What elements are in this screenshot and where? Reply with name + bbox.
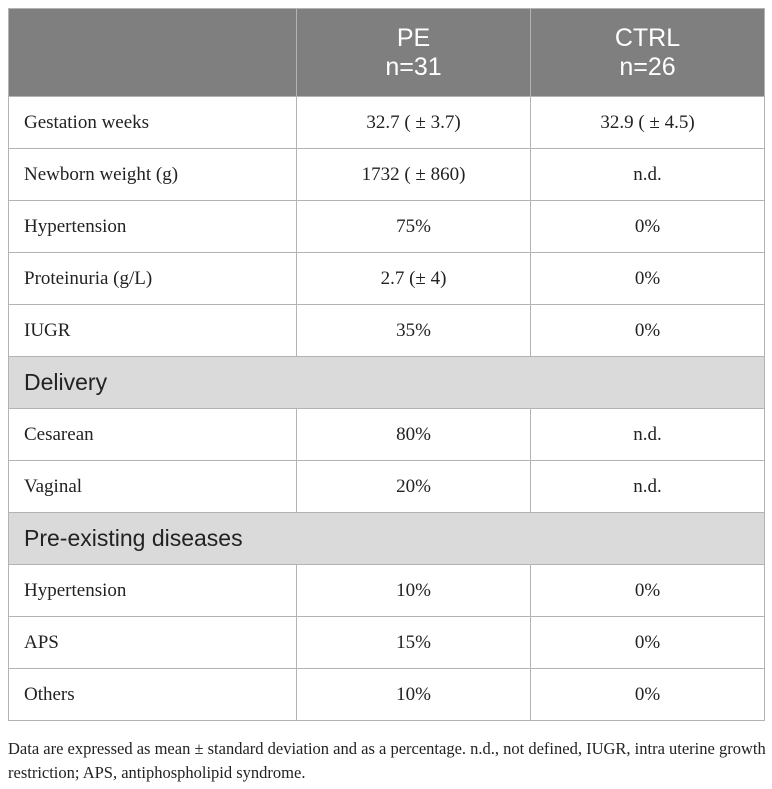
pe-value: 2.7 (± 4) [297, 253, 531, 305]
row-label: Gestation weeks [9, 97, 297, 149]
pe-value: 10% [297, 565, 531, 617]
table-row [9, 201, 765, 253]
header-ctrl-n: n=26 [619, 52, 676, 81]
row-label: Newborn weight (g) [9, 149, 297, 201]
header-pe-name: PE [396, 23, 431, 52]
row-label: Hypertension [9, 565, 297, 617]
ctrl-value: 0% [531, 201, 765, 253]
header-pe-cell [297, 9, 531, 97]
pe-value: 75% [297, 201, 531, 253]
ctrl-value: n.d. [531, 461, 765, 513]
pe-value: 1732 ( ± 860) [297, 149, 531, 201]
header-row [9, 9, 765, 97]
header-label-cell [9, 9, 297, 97]
pe-value: 20% [297, 461, 531, 513]
ctrl-value: 0% [531, 305, 765, 357]
ctrl-value: 0% [531, 617, 765, 669]
table-row [9, 305, 765, 357]
table-row [9, 253, 765, 305]
table-row [9, 617, 765, 669]
row-label: IUGR [9, 305, 297, 357]
ctrl-value: 0% [531, 669, 765, 721]
section-row-delivery [9, 357, 765, 409]
table-row [9, 149, 765, 201]
table-row [9, 669, 765, 721]
row-label: Others [9, 669, 297, 721]
clinical-characteristics-table [8, 8, 765, 721]
pe-value: 35% [297, 305, 531, 357]
section-row-preexisting [9, 513, 765, 565]
ctrl-value: n.d. [531, 149, 765, 201]
row-label: Proteinuria (g/L) [9, 253, 297, 305]
table-footnote: Data are expressed as mean ± standard deviation and as a percentage. n.d., not defined, IUGR, intra uterine growth restriction; APS, antiphospholipid syndrome. [8, 739, 766, 782]
section-heading-preexisting: Pre-existing diseases [9, 513, 765, 565]
ctrl-value: 0% [531, 253, 765, 305]
table-container [8, 8, 764, 721]
row-label: Hypertension [9, 201, 297, 253]
table-row [9, 97, 765, 149]
pe-value: 10% [297, 669, 531, 721]
pe-value: 32.7 ( ± 3.7) [297, 97, 531, 149]
pe-value: 15% [297, 617, 531, 669]
table-row [9, 409, 765, 461]
table-row [9, 565, 765, 617]
pe-value: 80% [297, 409, 531, 461]
ctrl-value: 32.9 ( ± 4.5) [531, 97, 765, 149]
ctrl-value: n.d. [531, 409, 765, 461]
ctrl-value: 0% [531, 565, 765, 617]
header-ctrl-name: CTRL [614, 23, 681, 52]
row-label: Cesarean [9, 409, 297, 461]
header-pe-n: n=31 [385, 52, 442, 81]
table-row [9, 461, 765, 513]
row-label: Vaginal [9, 461, 297, 513]
header-ctrl-cell [531, 9, 765, 97]
row-label: APS [9, 617, 297, 669]
section-heading-delivery: Delivery [9, 357, 765, 409]
